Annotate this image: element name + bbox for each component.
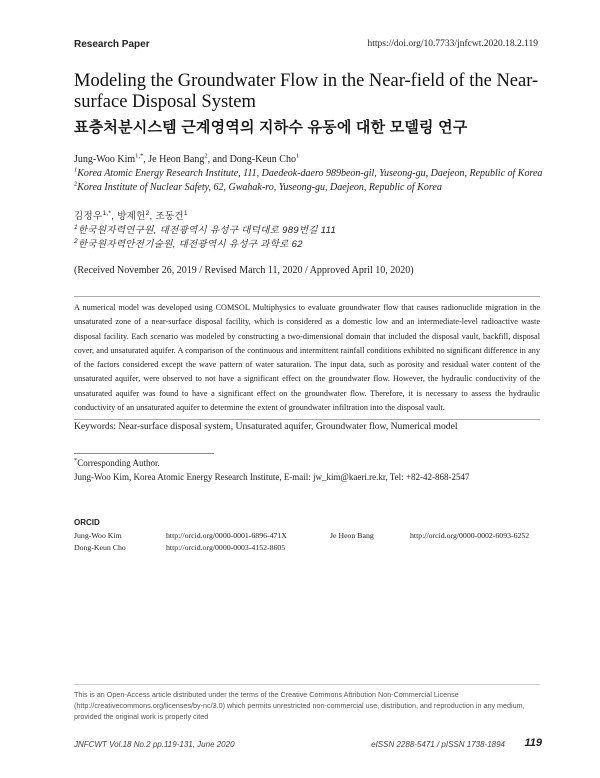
title-korean: 표층처분시스템 근계영역의 지하수 유동에 대한 모델링 연구 xyxy=(74,119,468,136)
affiliation-superscript: 1 xyxy=(74,166,78,174)
author-name: 방제헌 xyxy=(117,211,146,222)
affiliation-superscript: 2 xyxy=(74,180,78,188)
author-superscript: 1 xyxy=(295,152,300,160)
author-name: 조동건 xyxy=(155,211,184,222)
orcid-link[interactable]: http://orcid.org/0000-0001-6896-471X xyxy=(166,531,287,540)
journal-citation: JNFCWT Vol.18 No.2 pp.119-131, June 2020 xyxy=(74,740,235,749)
author-superscript: 1,* xyxy=(102,209,112,217)
orcid-heading: ORCID xyxy=(74,518,100,527)
author-list-en xyxy=(74,153,299,167)
author-superscript: 1 xyxy=(183,209,188,217)
corresponding-label: Corresponding Author. xyxy=(77,458,160,468)
affiliation-text: 한국원자력연구원, 대전광역시 유성구 대덕대로 989번길 111 xyxy=(77,225,337,236)
affiliation-superscript: 1 xyxy=(74,223,78,231)
orcid-link[interactable]: http://orcid.org/0000-0002-6093-6252 xyxy=(410,531,530,540)
abstract-box xyxy=(74,296,540,420)
keywords: Keywords: Near-surface disposal system, Unsaturated aquifer, Groundwater flow, Numerical model xyxy=(74,421,458,432)
orcid-name: Jung-Woo Kim xyxy=(74,531,122,540)
license-text: This is an Open-Access article distributed under the terms of the Creative Commons Attribution Non-Commercial License (http://creativecommons.org/licenses/by-nc/3.0) which permits unrestricted non-commercial use, distribution, and reproduction in any medium, provided the original work is properly cited xyxy=(74,690,525,721)
author-separator: , and xyxy=(207,154,230,165)
affiliation-text: Korea Institute of Nuclear Safety, 62, Gwahak-ro, Yuseong-gu, Daejeon, Republic of Korea xyxy=(77,182,442,193)
affiliation-ko-1 xyxy=(74,224,336,238)
license-divider xyxy=(74,684,540,685)
author-superscript: 2 xyxy=(145,209,150,217)
author-separator: , xyxy=(111,211,118,222)
author-separator: , xyxy=(149,211,156,222)
title-english: Modeling the Groundwater Flow in the Near-field of the Near-surface Disposal System xyxy=(74,71,539,112)
author-name: Dong-Keun Cho xyxy=(229,154,296,165)
author-name: Jung-Woo Kim xyxy=(74,154,136,165)
affiliation-text: 한국원자력안전기술원, 대전광역시 유성구 과학로 62 xyxy=(77,239,303,250)
doi-link[interactable]: https://doi.org/10.7733/jnfcwt.2020.18.2.119 xyxy=(367,39,538,49)
affiliation-en-1 xyxy=(74,167,542,181)
author-name: Je Heon Bang xyxy=(148,154,205,165)
article-type-label: Research Paper xyxy=(74,39,150,50)
orcid-name: Je Heon Bang xyxy=(330,531,374,540)
corresponding-details: Jung-Woo Kim, Korea Atomic Energy Research Institute, E-mail: jw_kim@kaeri.re.kr, Tel: +82-42-868-2547 xyxy=(74,472,470,482)
author-superscript: 1,* xyxy=(135,152,144,160)
author-name: 김정우 xyxy=(74,211,103,222)
received-dates: (Received November 26, 2019 / Revised March 11, 2020 / Approved April 10, 2020) xyxy=(74,265,414,276)
author-list-ko xyxy=(74,210,188,224)
footnote-mark: * xyxy=(74,457,78,464)
footnote-divider xyxy=(74,453,214,454)
affiliation-ko-2 xyxy=(74,238,303,252)
author-superscript: 2 xyxy=(204,152,208,160)
page-number: 119 xyxy=(524,737,542,749)
affiliation-en-2 xyxy=(74,181,442,195)
orcid-link[interactable]: http://orcid.org/0000-0003-4152-8605 xyxy=(166,543,286,552)
abstract-text: A numerical model was developed using COMSOL Multiphysics to evaluate groundwater flow that causes radionuclide migration in the unsaturated zone of a near-surface disposal facility, which is considered as a domestic low and an intermediate-level radioactive waste disposal facility. Each scenario was modeled by constructing a two-dimensional domain that included the disposal vault, backfill, disposal cover, and unsaturated aquifer. A comparison of the continuous and intermittent rainfall conditions exhibited no significant difference in any of the factors considered except the wave pattern of water saturation. The input data, such as porosity and residual water content of the unsaturated aquifer, were observed to not have a significant effect on the groundwater flow. However, the hydraulic conductivity of the unsaturated aquifer was found to have a significant effect on the groundwater flow. Therefore, it is necessary to assess the hydraulic conductivity of an unsaturated aquifer to determine the extent of groundwater infiltration into the disposal vault. xyxy=(74,303,540,413)
affiliation-text: Korea Atomic Energy Research Institute, 111, Daedeok-daero 989beon-gil, Yuseong-gu, Daejeon, Republic of Korea xyxy=(77,168,543,179)
corresponding-author xyxy=(74,456,544,484)
affiliation-superscript: 2 xyxy=(74,237,78,245)
author-separator: , xyxy=(143,154,149,165)
orcid-name: Dong-Keun Cho xyxy=(74,543,126,552)
issn: eISSN 2288-5471 / pISSN 1738-1894 xyxy=(371,740,505,749)
